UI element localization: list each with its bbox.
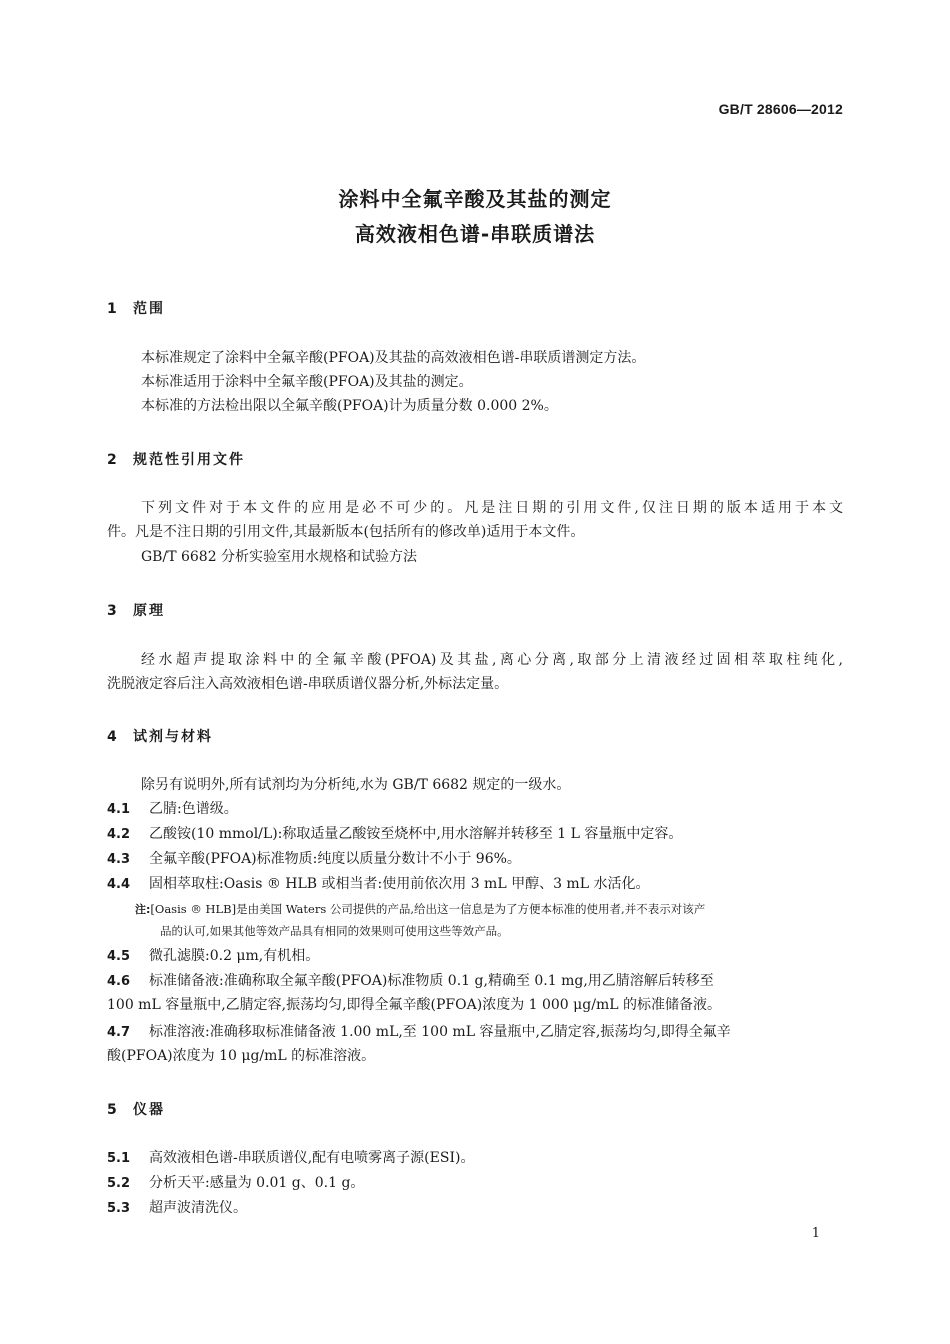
item-continuation: 100 mL 容量瓶中,乙腈定容,振荡均匀,即得全氟辛酸(PFOA)浓度为 1 000 μg/mL 的标准储备液。 [107,997,721,1013]
section-title: 试剂与材料 [133,729,213,745]
item-number: 5.3 [107,1201,131,1216]
note-label: 注: [135,903,151,916]
list-item [107,969,843,994]
item-text: 高效液相色谱-串联质谱仪,配有电喷雾离子源(ESI)。 [149,1150,475,1166]
section-heading-normative-references [107,449,245,469]
standard-number: GB/T 28606—2012 [718,101,843,117]
section-heading-reagents [107,726,213,746]
note-text: [Oasis ® HLB]是由美国 Waters 公司提供的产品,给出这一信息是为了方便本标准的使用者,并不表示对该产 [150,902,706,916]
item-text: 乙腈:色谱级。 [149,801,238,817]
paragraph: 除另有说明外,所有试剂均为分析纯,水为 GB/T 6682 规定的一级水。 [141,777,571,793]
section-heading-apparatus [107,1099,165,1119]
item-number: 4.7 [107,1025,131,1040]
list-item [107,1196,843,1221]
section-title: 规范性引用文件 [133,452,245,468]
section-heading-scope [107,298,165,318]
section-title: 范围 [133,301,165,317]
section-heading-principle [107,600,165,620]
list-item [107,944,843,969]
page-number: 1 [811,1226,820,1241]
item-number: 5.2 [107,1176,131,1191]
paragraph-continuation: 洗脱液定容后注入高效液相色谱-串联质谱仪器分析,外标法定量。 [107,676,509,692]
list-item [107,1020,843,1045]
item-number: 4.4 [107,877,131,892]
item-text: 固相萃取柱:Oasis ® HLB 或相当者:使用前依次用 3 mL 甲醇、3 mL 水活化。 [149,876,650,892]
paragraph-continuation: 件。凡是不注日期的引用文件,其最新版本(包括所有的修改单)适用于本文件。 [107,524,585,540]
item-number: 4.5 [107,949,131,964]
paragraph: 经水超声提取涂料中的全氟辛酸(PFOA)及其盐,离心分离,取部分上清液经过固相萃取柱纯化, [141,652,843,668]
section-number: 5 [107,1102,117,1118]
section-number: 3 [107,603,117,619]
list-item [107,872,843,897]
item-text: 标准溶液:准确移取标准储备液 1.00 mL,至 100 mL 容量瓶中,乙腈定容,振荡均匀,即得全氟辛 [149,1024,731,1040]
item-number: 5.1 [107,1151,131,1166]
paragraph: 本标准规定了涂料中全氟辛酸(PFOA)及其盐的高效液相色谱-串联质谱测定方法。 [141,350,646,366]
item-text: 乙酸铵(10 mmol/L):称取适量乙酸铵至烧杯中,用水溶解并转移至 1 L 容量瓶中定容。 [149,826,683,842]
item-number: 4.3 [107,852,131,867]
list-item [107,847,843,872]
item-number: 4.2 [107,827,131,842]
item-text: 微孔滤膜:0.2 μm,有机相。 [149,948,320,964]
paragraph: 本标准的方法检出限以全氟辛酸(PFOA)计为质量分数 0.000 2%。 [141,398,558,414]
item-text: 分析天平:感量为 0.01 g、0.1 g。 [149,1175,365,1191]
section-number: 1 [107,301,117,317]
item-number: 4.6 [107,974,131,989]
section-number: 2 [107,452,117,468]
reference-document: GB/T 6682 分析实验室用水规格和试验方法 [141,549,418,565]
list-item [107,822,843,847]
document-title-line-1: 涂料中全氟辛酸及其盐的测定 [338,187,612,211]
document-title-line-2: 高效液相色谱-串联质谱法 [354,222,596,246]
item-continuation: 酸(PFOA)浓度为 10 μg/mL 的标准溶液。 [107,1048,376,1064]
item-text: 超声波清洗仪。 [149,1200,247,1216]
section-title: 仪器 [133,1102,165,1118]
item-text: 标准储备液:准确称取全氟辛酸(PFOA)标准物质 0.1 g,精确至 0.1 mg,用乙腈溶解后转移至 [149,973,714,989]
section-number: 4 [107,729,117,745]
item-number: 4.1 [107,802,131,817]
list-item [107,1171,843,1196]
paragraph: 下列文件对于本文件的应用是必不可少的。凡是注日期的引用文件,仅注日期的版本适用于本文 [141,500,843,516]
list-item [107,1146,843,1171]
paragraph: 本标准适用于涂料中全氟辛酸(PFOA)及其盐的测定。 [141,374,473,390]
item-text: 全氟辛酸(PFOA)标准物质:纯度以质量分数计不小于 96%。 [149,851,521,867]
note-continuation: 品的认可,如果其他等效产品具有相同的效果则可使用这些等效产品。 [160,924,509,938]
list-item [107,797,843,822]
section-title: 原理 [133,603,165,619]
